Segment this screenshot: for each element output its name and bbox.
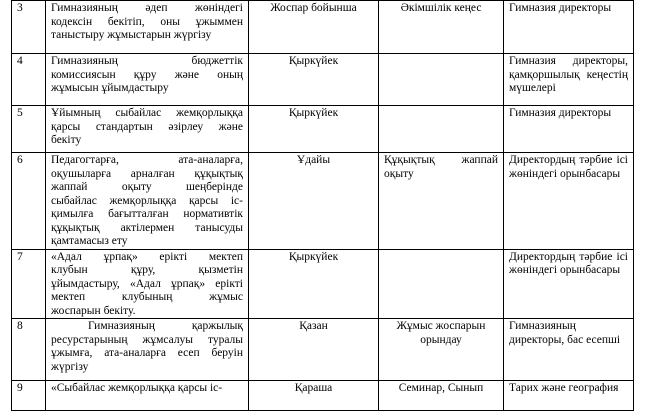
row-description	[46, 381, 249, 411]
description-line: таныстыру жұмыстарын жүргізу	[51, 29, 212, 41]
row-description	[46, 319, 249, 381]
row-responsible	[504, 153, 634, 250]
responsible-line: Гимназия директоры	[509, 2, 612, 14]
description-line: жүргізу	[51, 360, 89, 373]
form-line: Семинар, Сынып	[398, 382, 484, 394]
row-number: 7	[12, 249, 46, 319]
responsible-line: жөніндегі орынбасары	[509, 167, 621, 180]
responsible-line: директоры, бас есепші	[509, 333, 621, 346]
table-row	[12, 106, 634, 153]
row-number: 6	[12, 153, 46, 250]
row-form	[379, 106, 504, 153]
description-line: «Адал ұрпақ» ерікті мектеп	[51, 250, 243, 263]
row-responsible	[504, 249, 634, 319]
description-line: клубын құру, қызметін	[51, 264, 243, 276]
form-line: орындау	[420, 333, 462, 346]
row-number: 4	[12, 54, 46, 106]
row-term: Ұдайы	[249, 153, 379, 250]
row-responsible	[504, 106, 634, 153]
description-line: «Сыбайлас жемқорлыққа қарсы іс-	[51, 382, 223, 394]
description-line: кодексін бекітіп, оны ұжыммен	[51, 15, 243, 28]
responsible-line: Директордың тәрбие ісі	[509, 250, 628, 263]
description-line: Ұйымның сыбайлас жемқорлыққа	[51, 107, 243, 119]
responsible-line: Тарих және география	[509, 382, 619, 394]
row-form	[379, 153, 504, 250]
row-form	[379, 381, 504, 411]
row-form	[379, 1, 504, 54]
description-line: Педагогтарға, ата-аналарға,	[51, 154, 243, 166]
description-line: бекіту	[51, 134, 82, 146]
table-row	[12, 381, 634, 411]
row-number: 9	[12, 381, 46, 411]
responsible-line: Гимназия директоры,	[509, 55, 628, 67]
description-line: қимылға бағытталған нормативтік	[51, 208, 243, 220]
row-description	[46, 153, 249, 250]
plan-table-body	[12, 1, 634, 411]
responsible-line: Гимназия директоры	[509, 107, 612, 119]
row-description	[46, 106, 249, 153]
description-line: Гимназияның әдеп жөніндегі	[51, 2, 243, 14]
row-term: Қыркүйек	[249, 249, 379, 319]
row-number: 5	[12, 106, 46, 153]
row-responsible	[504, 54, 634, 106]
description-line: ұйымдастыру, «Адал ұрпақ» ерікті	[51, 277, 243, 290]
row-number: 3	[12, 1, 46, 54]
row-term: Қараша	[249, 381, 379, 411]
row-term: Қыркүйек	[249, 106, 379, 153]
row-description	[46, 1, 249, 54]
description-line: жұмысын ұйымдастыру	[51, 82, 169, 94]
row-description	[46, 54, 249, 106]
description-line: сыбайлас жемқорлыққа қарсы іс-	[51, 194, 243, 207]
form-line: Құқықтық жаппай	[384, 154, 498, 166]
table-row	[12, 54, 634, 106]
form-line: Әкімшілік кеңес	[400, 2, 482, 14]
description-line: комиссиясын құру және оның	[51, 68, 243, 81]
row-form	[379, 54, 504, 106]
row-number: 8	[12, 319, 46, 381]
row-responsible	[504, 381, 634, 411]
table-row	[12, 319, 634, 381]
row-term: Қыркүйек	[249, 54, 379, 106]
row-term: Жоспар бойынша	[249, 1, 379, 54]
description-line: ресурстарының жұмсалуы туралы	[51, 333, 243, 346]
description-line: құқықтық актілермен танысуды	[51, 221, 243, 234]
row-form	[379, 249, 504, 319]
form-line: оқыту	[384, 167, 414, 180]
row-responsible	[504, 319, 634, 381]
description-line: жоспарын бекіту.	[51, 304, 136, 317]
description-line: мектеп клубының жұмыс	[51, 291, 243, 303]
description-line: оқушыларға арналған құқықтық	[51, 167, 243, 180]
table-row	[12, 249, 634, 319]
row-term: Қазан	[249, 319, 379, 381]
row-description	[46, 249, 249, 319]
description-line: ұжымға, ата-аналарға есеп беруін	[51, 347, 243, 359]
row-responsible	[504, 1, 634, 54]
row-form	[379, 319, 504, 381]
description-line: Гимназияның қаржылық	[51, 320, 243, 332]
responsible-line: Гимназияның	[509, 320, 576, 332]
description-line: қамтамасыз ету	[51, 235, 128, 247]
responsible-line: қамқоршылық кеңестің	[509, 68, 628, 81]
responsible-line: мүшелері	[509, 82, 556, 94]
description-line: қарсы стандартын әзірлеу және	[51, 120, 243, 133]
description-line: Гимназияның бюджеттік	[51, 55, 243, 67]
responsible-line: Директордың тәрбие ісі	[509, 154, 628, 166]
table-row	[12, 153, 634, 250]
table-row	[12, 1, 634, 54]
description-line: жаппай оқыту шеңберінде	[51, 181, 243, 193]
plan-table	[11, 0, 634, 411]
responsible-line: жөніндегі орынбасары	[509, 264, 621, 276]
form-line: Жұмыс жоспарын	[396, 320, 486, 332]
